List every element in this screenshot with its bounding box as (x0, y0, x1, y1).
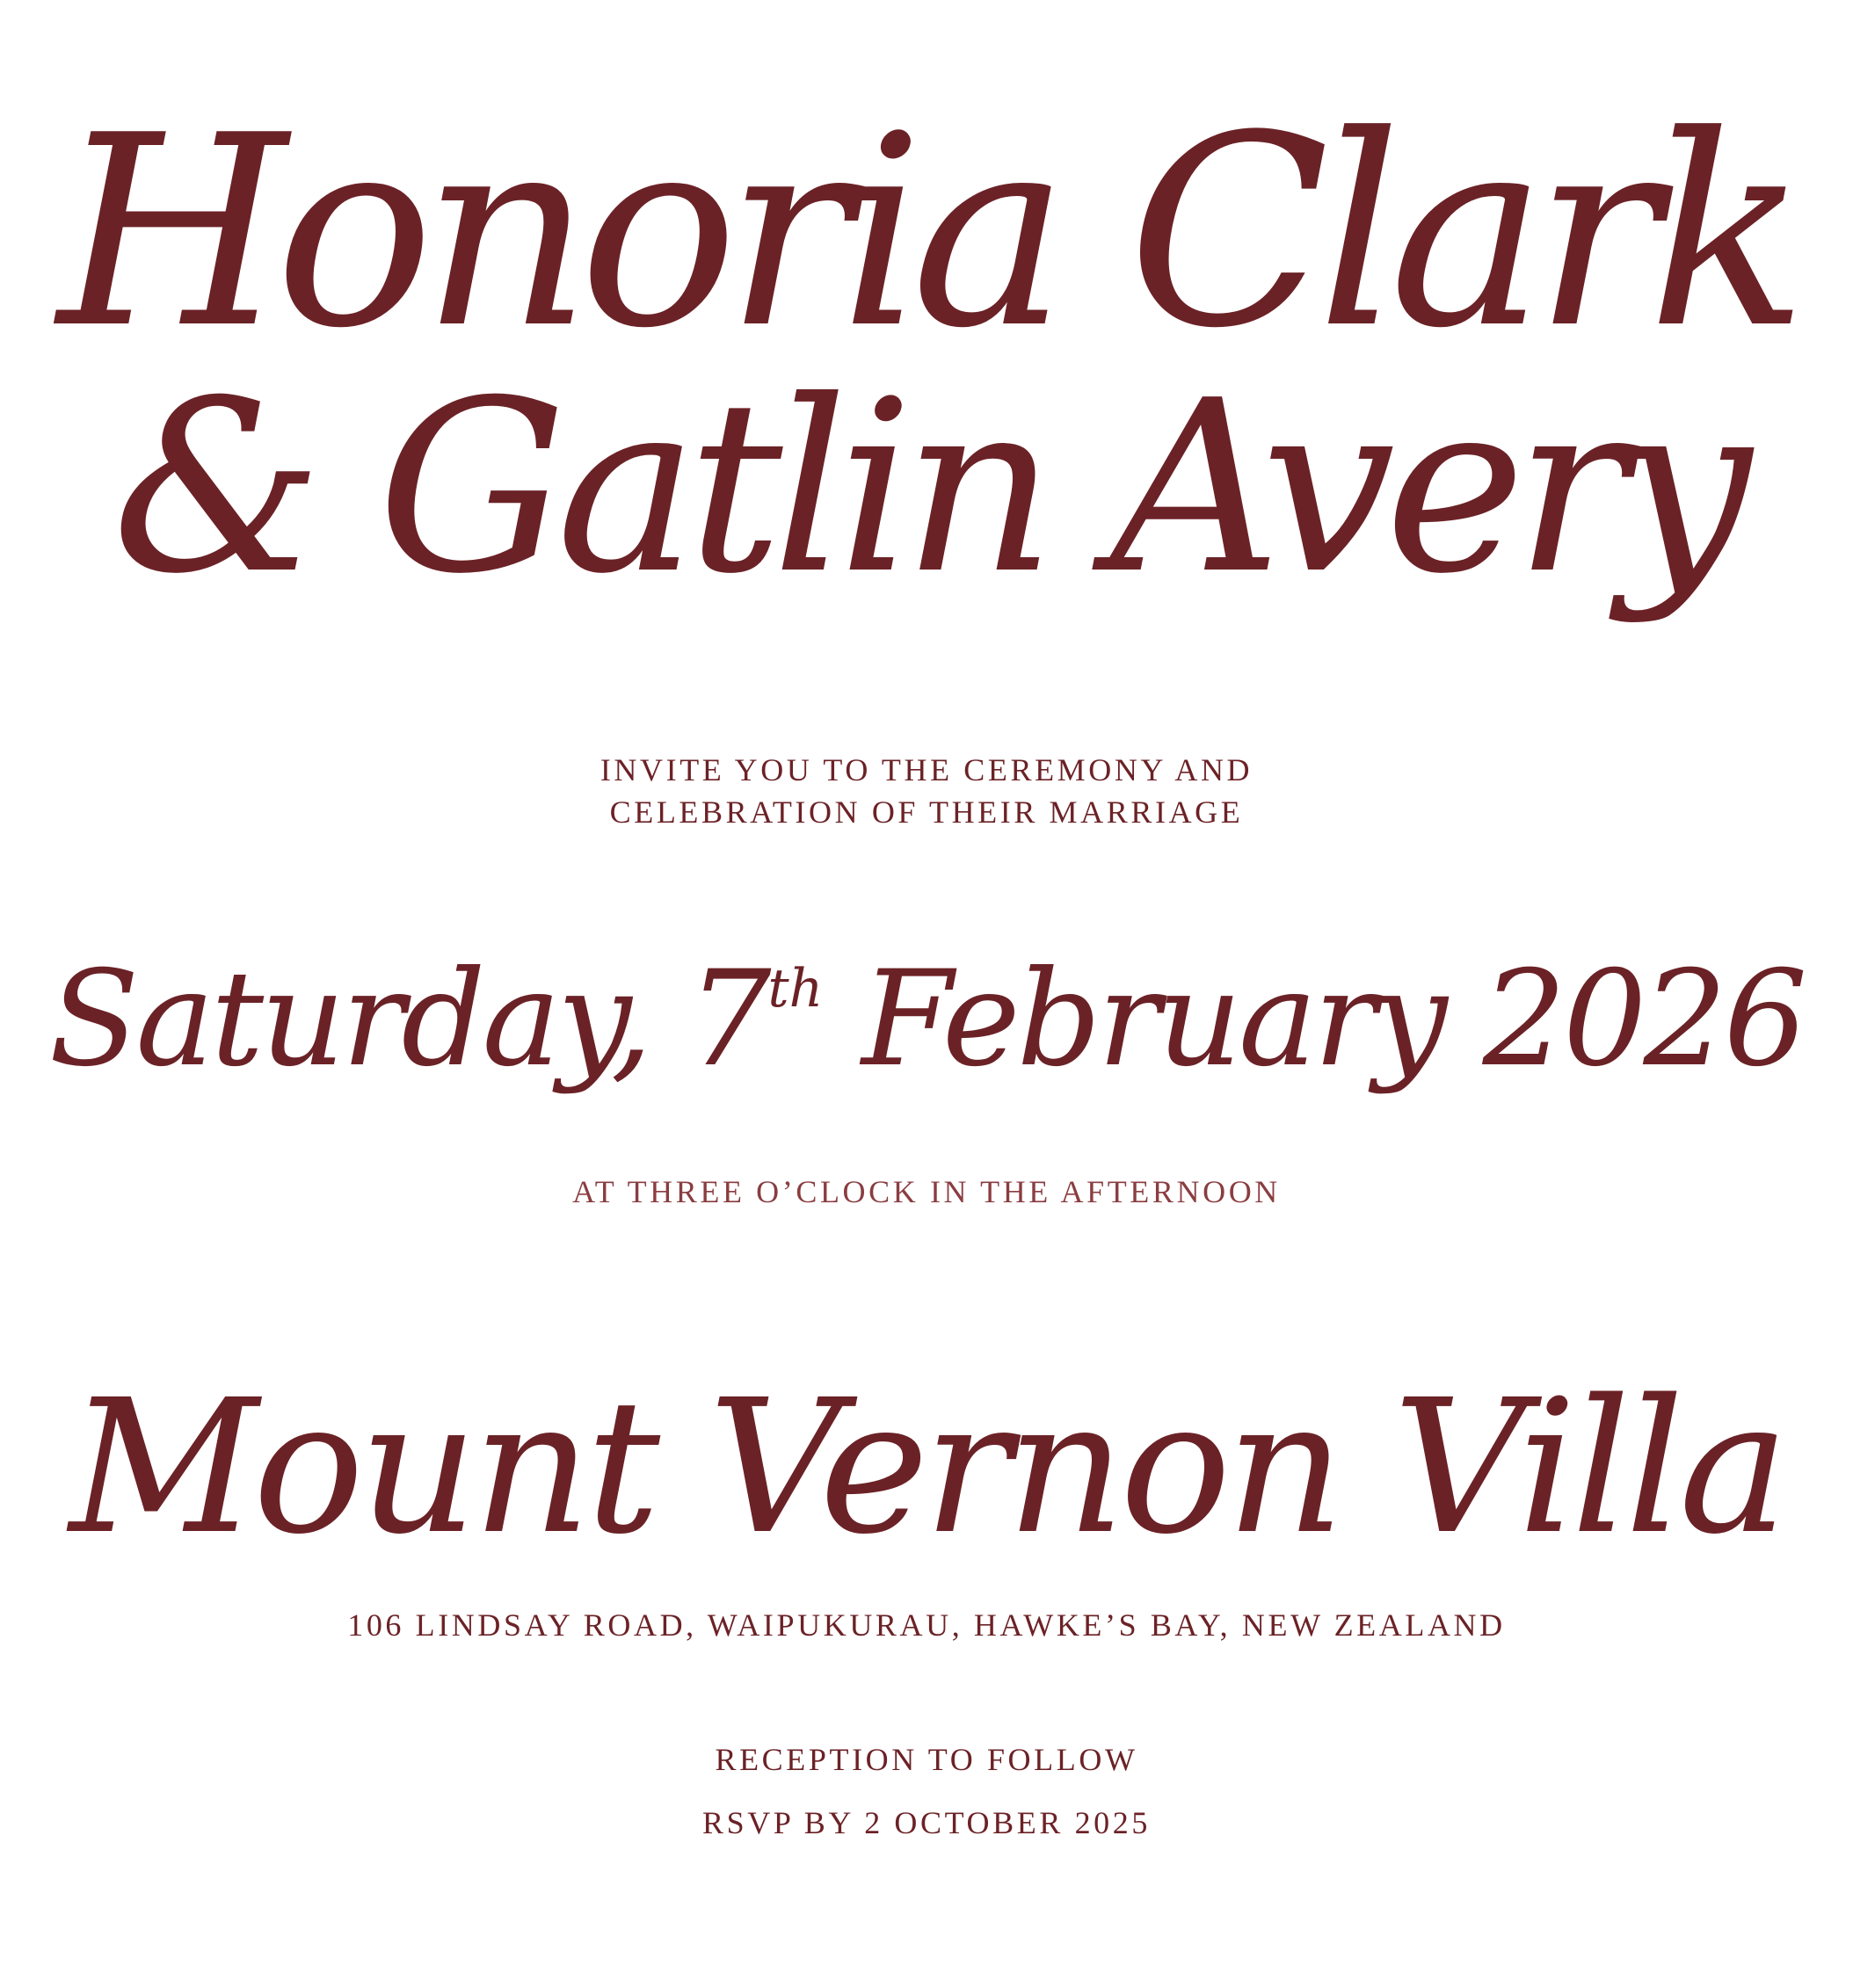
event-time: AT THREE O’CLOCK IN THE AFTERNOON (572, 1174, 1281, 1209)
couple-names-line-2: & Gatlin Avery (112, 349, 1741, 626)
rsvp-deadline: RSVP BY 2 OCTOBER 2025 (702, 1805, 1151, 1840)
couple-names-line-1: Honoria Clark (57, 79, 1796, 386)
invitation-text (0, 749, 1853, 833)
date-weekday-day: Saturday, 7 (48, 943, 768, 1096)
reception-note: RECEPTION TO FOLLOW (715, 1742, 1138, 1777)
event-date (0, 943, 1853, 1096)
date-month-year: February 2026 (861, 943, 1805, 1096)
date-ordinal: th (767, 958, 824, 1019)
invitation-line-2: CELEBRATION OF THEIR MARRIAGE (609, 794, 1244, 830)
venue-address: 106 LINDSAY ROAD, WAIPUKURAU, HAWKE’S BAY, NEW ZEALAND (347, 1607, 1506, 1643)
invitation-line-1: INVITE YOU TO THE CEREMONY AND (600, 752, 1254, 787)
venue-name: Mount Vernon Villa (69, 1360, 1784, 1575)
